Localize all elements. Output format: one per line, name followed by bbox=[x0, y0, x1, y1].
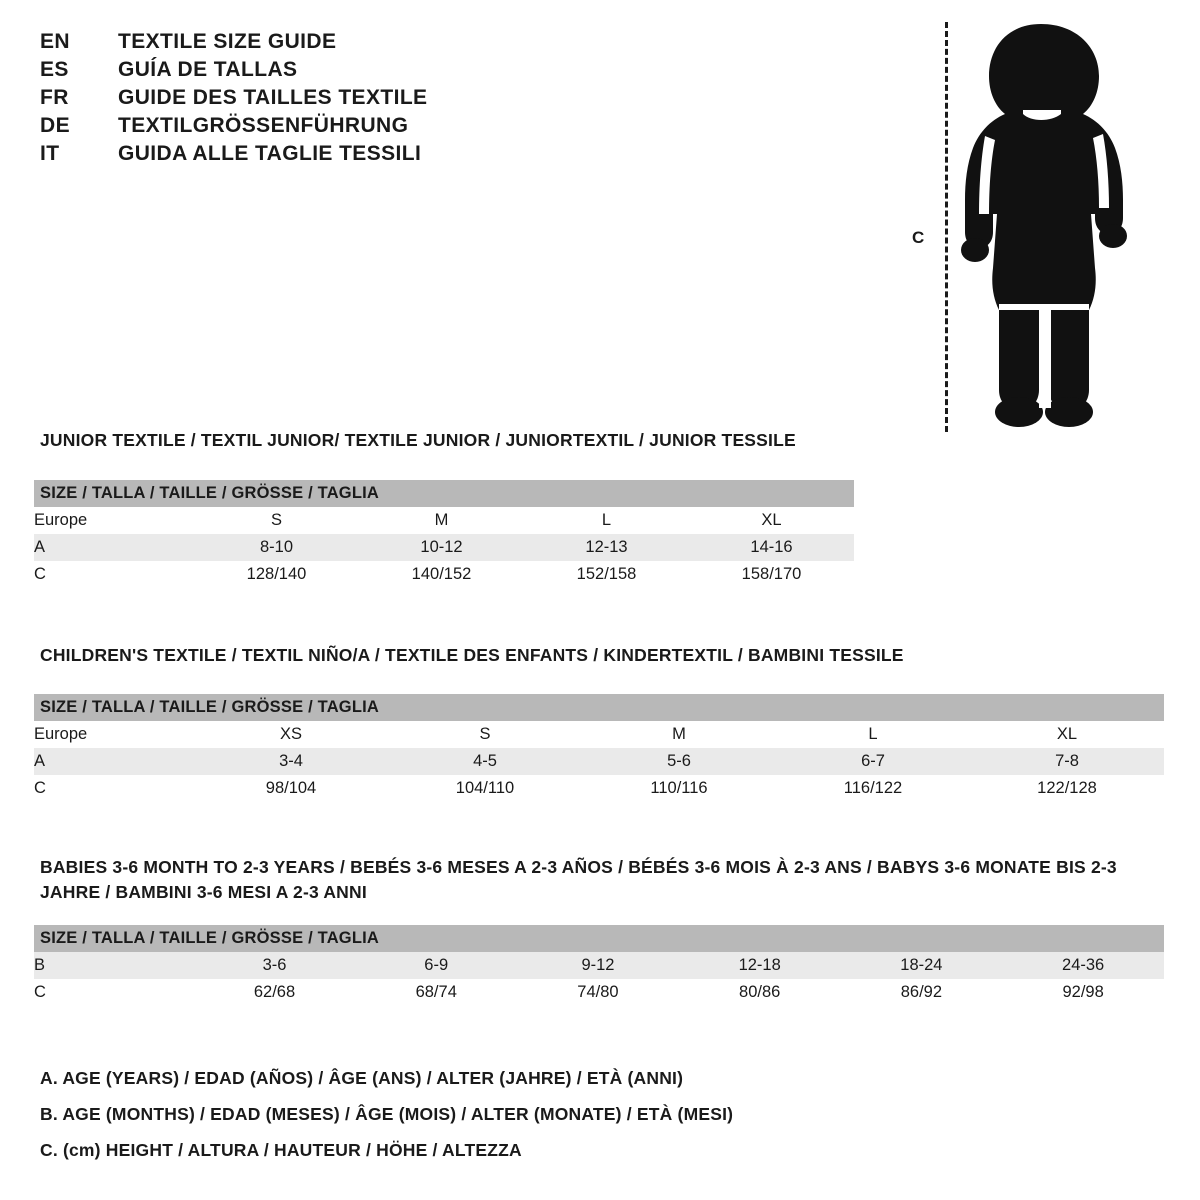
cell: 152/158 bbox=[524, 561, 689, 588]
row-label: C bbox=[34, 775, 194, 802]
cell: 98/104 bbox=[194, 775, 388, 802]
cell: 5-6 bbox=[582, 748, 776, 775]
babies-table-header: SIZE / TALLA / TAILLE / GRÖSSE / TAGLIA bbox=[34, 925, 1164, 952]
table-header-row bbox=[34, 480, 854, 507]
children-size-table bbox=[34, 694, 1164, 802]
row-label: C bbox=[34, 979, 194, 1006]
cell: 3-6 bbox=[194, 952, 356, 979]
cell: 18-24 bbox=[841, 952, 1003, 979]
cell: 116/122 bbox=[776, 775, 970, 802]
title-row-es bbox=[40, 58, 660, 82]
table-header-row bbox=[34, 925, 1164, 952]
section-heading-children: CHILDREN'S TEXTILE / TEXTIL NIÑO/A / TEXTILE DES ENFANTS / KINDERTEXTIL / BAMBINI TESSILE bbox=[40, 645, 904, 665]
table-row bbox=[34, 979, 1164, 1006]
row-label: A bbox=[34, 534, 194, 561]
table-row bbox=[34, 534, 854, 561]
cell: 6-9 bbox=[355, 952, 517, 979]
cell: L bbox=[524, 507, 689, 534]
babies-size-table bbox=[34, 925, 1164, 1006]
cell: 104/110 bbox=[388, 775, 582, 802]
table-row bbox=[34, 721, 1164, 748]
cell: 8-10 bbox=[194, 534, 359, 561]
title-text-it: GUIDA ALLE TAGLIE TESSILI bbox=[118, 142, 422, 165]
section-heading-junior: JUNIOR TEXTILE / TEXTIL JUNIOR/ TEXTILE JUNIOR / JUNIORTEXTIL / JUNIOR TESSILE bbox=[40, 430, 796, 450]
table-row bbox=[34, 775, 1164, 802]
cell: 7-8 bbox=[970, 748, 1164, 775]
cell: 92/98 bbox=[1002, 979, 1164, 1006]
row-label: Europe bbox=[34, 507, 194, 534]
title-lang-it: IT bbox=[40, 142, 60, 165]
cell: L bbox=[776, 721, 970, 748]
cell: M bbox=[582, 721, 776, 748]
junior-size-table bbox=[34, 480, 854, 588]
cell: 12-13 bbox=[524, 534, 689, 561]
title-block bbox=[40, 30, 660, 170]
cell: 14-16 bbox=[689, 534, 854, 561]
title-row-en bbox=[40, 30, 660, 54]
cell: 9-12 bbox=[517, 952, 679, 979]
row-label: A bbox=[34, 748, 194, 775]
footnote-b: B. AGE (MONTHS) / EDAD (MESES) / ÂGE (MOIS) / ALTER (MONATE) / ETÀ (MESI) bbox=[40, 1104, 734, 1124]
cell: M bbox=[359, 507, 524, 534]
height-figure bbox=[890, 10, 1180, 430]
cell: S bbox=[388, 721, 582, 748]
title-lang-en: EN bbox=[40, 30, 70, 53]
section-heading-babies: BABIES 3-6 MONTH TO 2-3 YEARS / BEBÉS 3-6 MESES A 2-3 AÑOS / BÉBÉS 3-6 MOIS À 2-3 ANS / BABYS 3-6 MONATE BIS 2-3 JAHRE / BAMBINI 3-6 MESI A 2-3 ANNI bbox=[40, 857, 1117, 903]
footnotes bbox=[40, 1068, 1160, 1176]
table-row bbox=[34, 507, 854, 534]
cell: 3-4 bbox=[194, 748, 388, 775]
table-row bbox=[34, 748, 1164, 775]
figure-measure-label: C bbox=[912, 228, 925, 247]
table-header-row bbox=[34, 694, 1164, 721]
children-table-header: SIZE / TALLA / TAILLE / GRÖSSE / TAGLIA bbox=[34, 694, 1164, 721]
row-label: B bbox=[34, 952, 194, 979]
junior-table-header: SIZE / TALLA / TAILLE / GRÖSSE / TAGLIA bbox=[34, 480, 854, 507]
cell: 110/116 bbox=[582, 775, 776, 802]
title-row-fr bbox=[40, 86, 660, 110]
cell: S bbox=[194, 507, 359, 534]
table-row bbox=[34, 952, 1164, 979]
cell: 12-18 bbox=[679, 952, 841, 979]
cell: 74/80 bbox=[517, 979, 679, 1006]
title-lang-de: DE bbox=[40, 114, 70, 137]
row-label: C bbox=[34, 561, 194, 588]
cell: 6-7 bbox=[776, 748, 970, 775]
cell: XS bbox=[194, 721, 388, 748]
cell: 4-5 bbox=[388, 748, 582, 775]
title-row-de bbox=[40, 114, 660, 138]
cell: 140/152 bbox=[359, 561, 524, 588]
title-text-fr: GUIDE DES TAILLES TEXTILE bbox=[118, 86, 428, 109]
cell: 62/68 bbox=[194, 979, 356, 1006]
cell: 68/74 bbox=[355, 979, 517, 1006]
cell: 10-12 bbox=[359, 534, 524, 561]
cell: 86/92 bbox=[841, 979, 1003, 1006]
title-text-en: TEXTILE SIZE GUIDE bbox=[118, 30, 337, 53]
footnote-c: C. (cm) HEIGHT / ALTURA / HAUTEUR / HÖHE / ALTEZZA bbox=[40, 1140, 522, 1160]
cell: 128/140 bbox=[194, 561, 359, 588]
title-lang-fr: FR bbox=[40, 86, 69, 109]
cell: XL bbox=[970, 721, 1164, 748]
child-silhouette-icon bbox=[945, 18, 1165, 430]
title-row-it bbox=[40, 142, 660, 166]
cell: 158/170 bbox=[689, 561, 854, 588]
title-text-de: TEXTILGRÖSSENFÜHRUNG bbox=[118, 114, 409, 137]
row-label: Europe bbox=[34, 721, 194, 748]
footnote-a: A. AGE (YEARS) / EDAD (AÑOS) / ÂGE (ANS) / ALTER (JAHRE) / ETÀ (ANNI) bbox=[40, 1068, 684, 1088]
title-text-es: GUÍA DE TALLAS bbox=[118, 58, 298, 81]
cell: 24-36 bbox=[1002, 952, 1164, 979]
cell: 80/86 bbox=[679, 979, 841, 1006]
cell: 122/128 bbox=[970, 775, 1164, 802]
cell: XL bbox=[689, 507, 854, 534]
table-row bbox=[34, 561, 854, 588]
title-lang-es: ES bbox=[40, 58, 69, 81]
